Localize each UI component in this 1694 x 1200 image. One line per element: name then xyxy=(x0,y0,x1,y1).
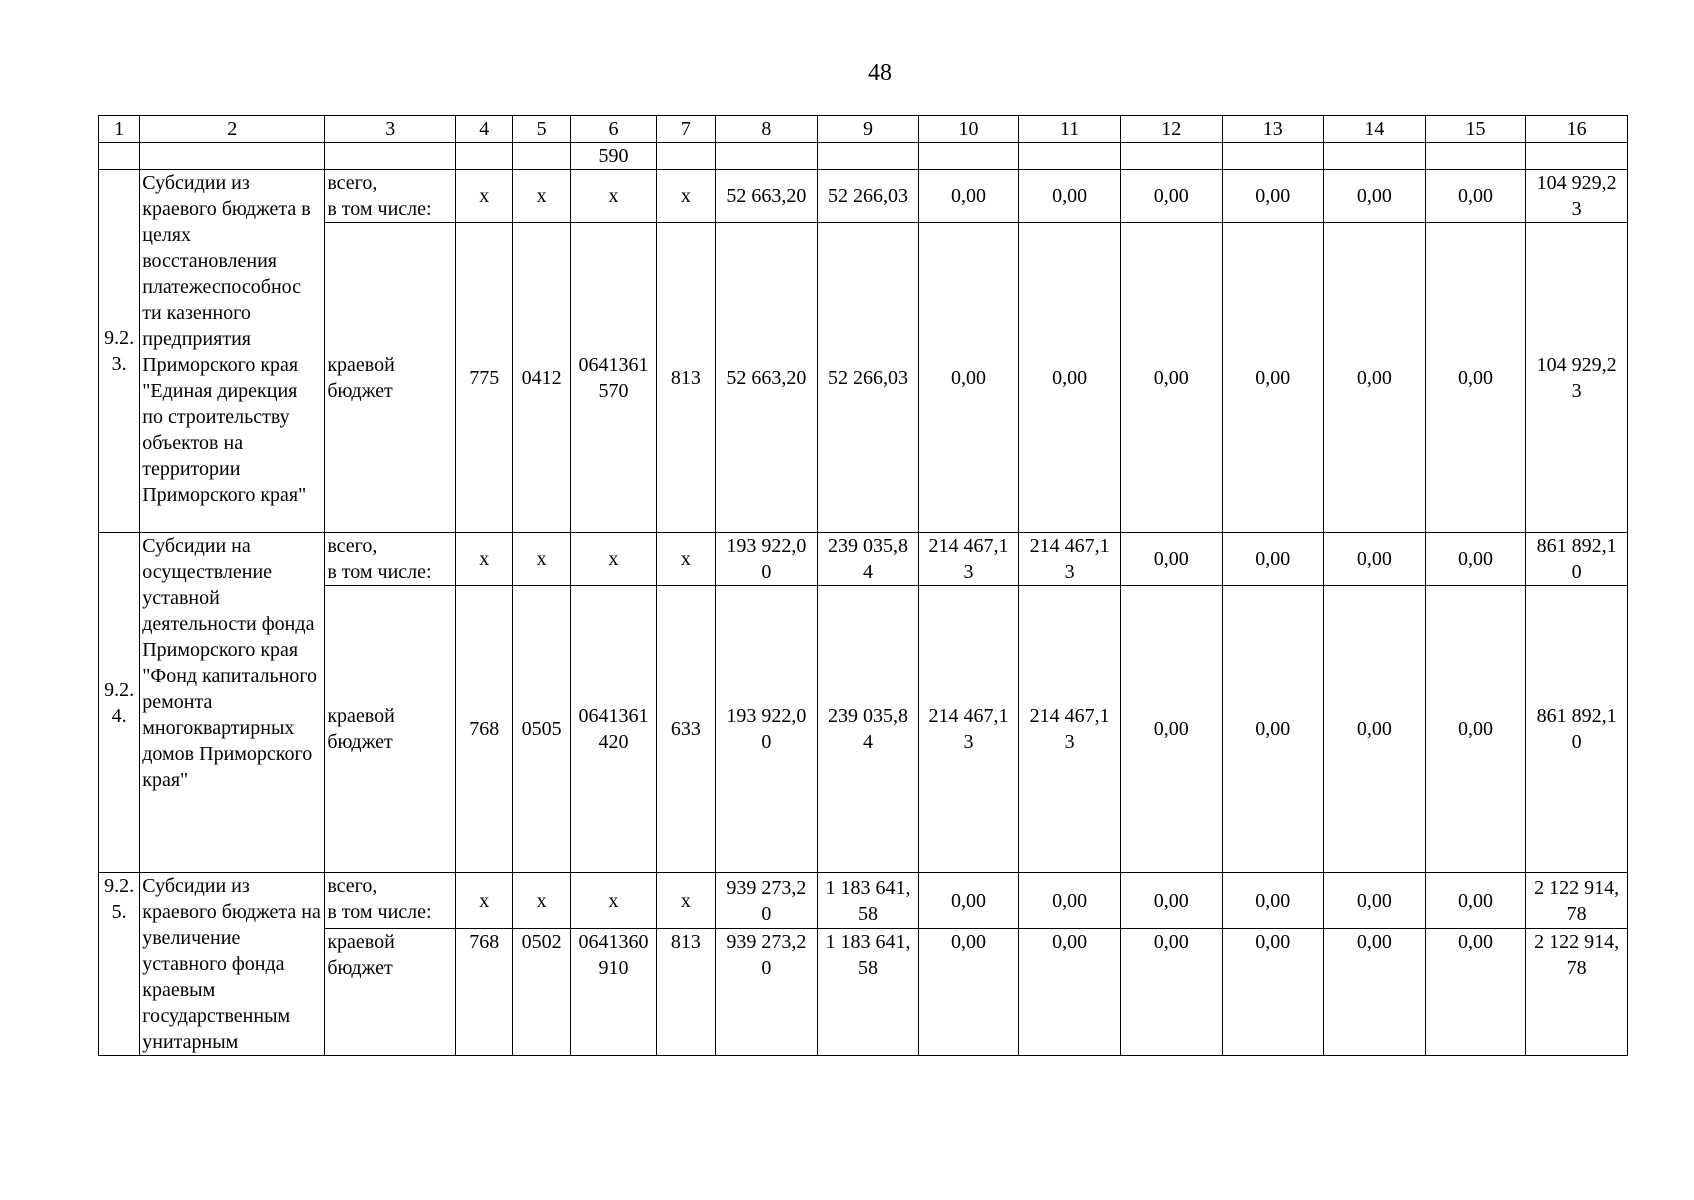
value-cell-c11: 0,00 xyxy=(1019,223,1121,533)
header-cell: 7 xyxy=(657,116,715,143)
section-budget-row xyxy=(99,586,1628,873)
value-cell-c4: x xyxy=(456,170,513,223)
section-total-row xyxy=(99,533,1628,586)
header-cell: 3 xyxy=(325,116,456,143)
section-name: Субсидии из краевого бюджета на увеличение уставного фонда краевым государственным унитарным xyxy=(140,873,325,1056)
value-cell-c7: 813 xyxy=(657,223,715,533)
header-cell: 14 xyxy=(1324,116,1426,143)
section-number: 9.2. 4. xyxy=(99,533,140,873)
value-cell-c10: 0,00 xyxy=(918,873,1019,929)
value-cell-c13: 0,00 xyxy=(1222,586,1324,873)
value-cell-c15: 0,00 xyxy=(1425,873,1526,929)
value-cell-c7: 633 xyxy=(657,586,715,873)
funding-source: всего, в том числе: xyxy=(325,873,456,929)
value-cell-c13: 0,00 xyxy=(1222,873,1324,929)
value-cell-c15: 0,00 xyxy=(1425,533,1526,586)
value-cell-c8: 193 922,0 0 xyxy=(715,533,818,586)
header-cell: 4 xyxy=(456,116,513,143)
page-number: 48 xyxy=(868,60,892,86)
value-cell-c6: x xyxy=(570,170,657,223)
funding-source: краевой бюджет xyxy=(325,929,456,1056)
section-name: Субсидии на осуществление уставной деятельности фонда Приморского края "Фонд капитального ремонта многоквартирных домов Приморского края" xyxy=(140,533,325,873)
budget-table xyxy=(98,115,1628,1056)
value-cell-c14: 0,00 xyxy=(1324,929,1426,1056)
carryover-cell: 590 xyxy=(570,143,657,170)
value-cell-c5: 0502 xyxy=(513,929,570,1056)
value-cell-c12: 0,00 xyxy=(1120,223,1222,533)
value-cell-c11: 0,00 xyxy=(1019,873,1121,929)
value-cell-c14: 0,00 xyxy=(1324,170,1426,223)
funding-source: краевой бюджет xyxy=(325,586,456,873)
value-cell-c8: 939 273,2 0 xyxy=(715,929,818,1056)
value-cell-c9: 239 035,8 4 xyxy=(818,533,919,586)
value-cell-c11: 214 467,1 3 xyxy=(1019,533,1121,586)
value-cell-c12: 0,00 xyxy=(1120,929,1222,1056)
section-budget-row xyxy=(99,223,1628,533)
header-cell: 13 xyxy=(1222,116,1324,143)
section-number: 9.2. 5. xyxy=(99,873,140,1056)
funding-source: всего, в том числе: xyxy=(325,170,456,223)
value-cell-c14: 0,00 xyxy=(1324,586,1426,873)
funding-source: всего, в том числе: xyxy=(325,533,456,586)
value-cell-c7: x xyxy=(657,533,715,586)
value-cell-c5: x xyxy=(513,170,570,223)
value-cell-c8: 939 273,2 0 xyxy=(715,873,818,929)
value-cell-c16: 2 122 914, 78 xyxy=(1526,873,1628,929)
section-total-row xyxy=(99,873,1628,929)
value-cell-c10: 0,00 xyxy=(918,223,1019,533)
value-cell-c15: 0,00 xyxy=(1425,223,1526,533)
header-cell: 1 xyxy=(99,116,140,143)
section-total-row xyxy=(99,170,1628,223)
value-cell-c9: 239 035,8 4 xyxy=(818,586,919,873)
value-cell-c15: 0,00 xyxy=(1425,929,1526,1056)
value-cell-c14: 0,00 xyxy=(1324,533,1426,586)
value-cell-c12: 0,00 xyxy=(1120,873,1222,929)
funding-source: краевой бюджет xyxy=(325,223,456,533)
value-cell-c6: 0641360 910 xyxy=(570,929,657,1056)
value-cell-c4: 768 xyxy=(456,586,513,873)
value-cell-c9: 52 266,03 xyxy=(818,223,919,533)
value-cell-c6: x xyxy=(570,533,657,586)
value-cell-c13: 0,00 xyxy=(1222,170,1324,223)
value-cell-c5: 0412 xyxy=(513,223,570,533)
value-cell-c13: 0,00 xyxy=(1222,929,1324,1056)
value-cell-c10: 0,00 xyxy=(918,929,1019,1056)
value-cell-c13: 0,00 xyxy=(1222,533,1324,586)
value-cell-c9: 52 266,03 xyxy=(818,170,919,223)
header-cell: 11 xyxy=(1019,116,1121,143)
header-cell: 12 xyxy=(1120,116,1222,143)
value-cell-c9: 1 183 641, 58 xyxy=(818,873,919,929)
section-budget-row xyxy=(99,929,1628,1056)
value-cell-c16: 104 929,2 3 xyxy=(1526,223,1628,533)
value-cell-c10: 214 467,1 3 xyxy=(918,533,1019,586)
value-cell-c16: 104 929,2 3 xyxy=(1526,170,1628,223)
value-cell-c5: x xyxy=(513,533,570,586)
value-cell-c7: 813 xyxy=(657,929,715,1056)
value-cell-c16: 2 122 914, 78 xyxy=(1526,929,1628,1056)
value-cell-c5: x xyxy=(513,873,570,929)
value-cell-c8: 52 663,20 xyxy=(715,223,818,533)
value-cell-c13: 0,00 xyxy=(1222,223,1324,533)
value-cell-c6: x xyxy=(570,873,657,929)
value-cell-c12: 0,00 xyxy=(1120,533,1222,586)
value-cell-c16: 861 892,1 0 xyxy=(1526,586,1628,873)
value-cell-c14: 0,00 xyxy=(1324,223,1426,533)
value-cell-c8: 52 663,20 xyxy=(715,170,818,223)
section-name: Субсидии из краевого бюджета в целях восстановления платежеспособнос ти казенного предприятия Приморского края "Единая дирекция по строительству объектов на территории Приморского края" xyxy=(140,170,325,533)
value-cell-c11: 214 467,1 3 xyxy=(1019,586,1121,873)
value-cell-c10: 0,00 xyxy=(918,170,1019,223)
header-cell: 9 xyxy=(818,116,919,143)
header-cell: 10 xyxy=(918,116,1019,143)
value-cell-c16: 861 892,1 0 xyxy=(1526,533,1628,586)
value-cell-c11: 0,00 xyxy=(1019,170,1121,223)
header-row xyxy=(99,116,1628,143)
header-cell: 16 xyxy=(1526,116,1628,143)
value-cell-c4: x xyxy=(456,533,513,586)
section-number: 9.2. 3. xyxy=(99,170,140,533)
value-cell-c9: 1 183 641, 58 xyxy=(818,929,919,1056)
value-cell-c5: 0505 xyxy=(513,586,570,873)
header-cell: 15 xyxy=(1425,116,1526,143)
header-cell: 6 xyxy=(570,116,657,143)
value-cell-c12: 0,00 xyxy=(1120,586,1222,873)
carryover-row xyxy=(99,143,1628,170)
value-cell-c7: x xyxy=(657,873,715,929)
value-cell-c8: 193 922,0 0 xyxy=(715,586,818,873)
value-cell-c7: x xyxy=(657,170,715,223)
value-cell-c4: 768 xyxy=(456,929,513,1056)
value-cell-c11: 0,00 xyxy=(1019,929,1121,1056)
value-cell-c15: 0,00 xyxy=(1425,586,1526,873)
header-cell: 8 xyxy=(715,116,818,143)
value-cell-c10: 214 467,1 3 xyxy=(918,586,1019,873)
value-cell-c4: 775 xyxy=(456,223,513,533)
header-cell: 5 xyxy=(513,116,570,143)
value-cell-c6: 0641361 420 xyxy=(570,586,657,873)
value-cell-c14: 0,00 xyxy=(1324,873,1426,929)
header-cell: 2 xyxy=(140,116,325,143)
value-cell-c4: x xyxy=(456,873,513,929)
value-cell-c12: 0,00 xyxy=(1120,170,1222,223)
value-cell-c6: 0641361 570 xyxy=(570,223,657,533)
value-cell-c15: 0,00 xyxy=(1425,170,1526,223)
